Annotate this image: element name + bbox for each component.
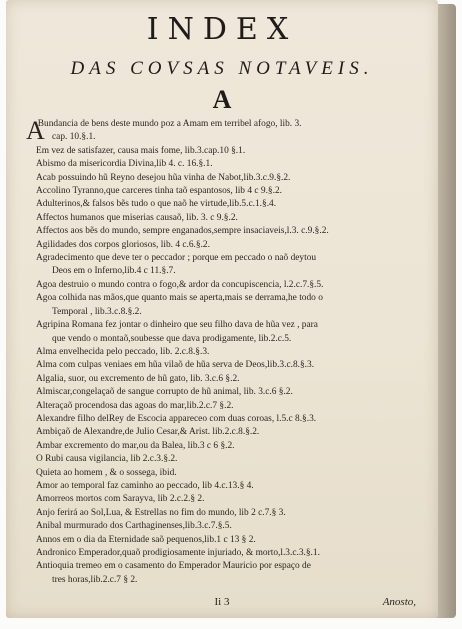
index-entry (36, 346, 416, 359)
index-entry (36, 185, 416, 198)
index-entry (36, 198, 416, 211)
index-entry (36, 225, 416, 238)
index-entry (36, 252, 416, 279)
index-entry (36, 292, 416, 319)
entry-continuation: Temporal , lib.3.c.8.§.2. (52, 306, 142, 317)
signature-mark: Ii 3 (214, 596, 230, 608)
entry-text: Abismo da misericordia Divina,lib 4. c. 16.§.1. (36, 159, 213, 170)
entry-text: Agoa destruio o mundo contra o fogo,& ardor da concupiscencia, l.2.c.7.§.5. (36, 279, 324, 290)
index-entry (36, 467, 416, 480)
entry-continuation: tres horas,lib.2.c.7 § 2. (52, 574, 138, 585)
index-entries (26, 116, 416, 587)
index-entry (36, 212, 416, 225)
entry-text: Alma envelhecida pelo peccado, lib. 2.c.8.§.3. (36, 346, 210, 357)
entry-text: Amor ao temporal faz caminho ao peccado, lib 4.c.13.§ 4. (36, 480, 254, 491)
entry-text: Quieta ao homem , & o sossega, ibid. (36, 467, 177, 478)
page-title: INDEX (146, 12, 298, 47)
entry-continuation: cap. 10.§.1. (52, 132, 96, 143)
entry-text: Ambar excremento do mar,ou da Balea, lib.3 c 6 §.2. (36, 440, 235, 451)
index-entry (36, 560, 416, 587)
entry-continuation: que vendo o montaõ,soubesse que dava prodigamente, lib.2.c.5. (52, 333, 292, 344)
index-entry (36, 172, 416, 185)
index-entry (36, 507, 416, 520)
index-entry (36, 426, 416, 439)
entry-text: Alexandre filho delRey de Escocia appareceo com duas coroas, l.5.c 8.§.3. (36, 413, 317, 424)
index-entry (36, 145, 416, 158)
index-entry (36, 520, 416, 533)
index-entry (26, 116, 416, 145)
index-entry (36, 359, 416, 372)
index-entry (36, 400, 416, 413)
entry-text: Almiscar,congelaçaõ de sangue corrupto de hũ animal, lib. 3.c.6 §.2. (36, 387, 293, 398)
index-entry (36, 413, 416, 426)
entry-text: Agilidades dos corpos gloriosos, lib. 4 c.6.§.2. (36, 239, 210, 250)
entry-text: Agradecimento que deve ter o peccador ; porque em peccado o naõ deytou (36, 253, 317, 264)
index-entry (36, 453, 416, 466)
page-subtitle: DAS COVSAS NOTAVEIS. (70, 58, 374, 79)
index-entry (36, 493, 416, 506)
index-entry (36, 440, 416, 453)
index-entry (36, 480, 416, 493)
entry-text: Algalia, suor, ou excremento de hũ gato, lib. 3.c.6 §.2. (36, 373, 240, 384)
entry-text: Accolino Tyranno,que carceres tinha taõ espantosos, lib 4 c 9.§.2. (36, 186, 282, 197)
index-entry (36, 534, 416, 547)
index-entry (36, 279, 416, 292)
entry-text: Amorreos mortos com Sarayva, lib 2.c.2.§ 2. (36, 494, 205, 505)
section-letter: A (212, 85, 232, 114)
index-entry (36, 239, 416, 252)
entry-text: Acab possuindo hũ Reyno desejou hũa vinha de Nabot,lib.3.c.9.§.2. (36, 172, 291, 183)
entry-text: Ambiçaõ de Alexandre,de Julio Cesar,& Arist. lib.2.c.8.§.2. (36, 427, 260, 438)
entry-text: Adulterinos,& falsos bẽs tudo o que naõ he virtude,lib.5.c.1.§.4. (36, 199, 277, 210)
book-page (6, 0, 438, 618)
entry-text: Antioquia tremeo em o casamento do Emperador Mauricio por espaço de (36, 561, 311, 572)
index-entry (36, 158, 416, 171)
entry-text: Alma com culpas veniaes em hũa vilaõ de hũa serva de Deos,lib.3.c.8.§.3. (36, 360, 315, 371)
catchword: Anosto, (382, 596, 416, 608)
index-entry (36, 373, 416, 386)
index-entry (36, 386, 416, 399)
index-entry (36, 547, 416, 560)
entry-text: O Rubi causa vigilancia, lib 2.c.3.§.2. (36, 454, 178, 465)
entry-text: Agoa colhida nas mãos,que quanto mais se aperta,mais se derrama,he todo o (36, 293, 323, 304)
entry-text: Bundancia de bens deste mundo poz a Amam em terribel afogo, lib. 3. (37, 119, 302, 129)
entry-text: Alteraçaõ procendosa das agoas do mar,lib.2.c.7 §.2. (36, 400, 234, 411)
entry-text: Affectos humanos que miserias causaõ, lib. 3. c 9.§.2. (36, 212, 238, 223)
entry-text: Annos em o dia da Eternidade saõ pequenos,lib.1 c 13 § 2. (36, 534, 256, 545)
entry-text: Anibal murmurado dos Carthaginenses,lib.3.c.7.§.5. (36, 521, 232, 532)
entry-text: Affectos aos bẽs do mundo, sempre enganados,sempre insaciaveis,l.3. c.9.§.2. (36, 226, 329, 237)
entry-continuation: Deos em o Inferno,lib.4 c 11.§.7. (52, 266, 176, 277)
entry-text: Agripina Romana fez jontar o dinheiro que seu filho dava de hũa vez , para (36, 320, 318, 331)
entry-text: Anjo ferirá ao Sol,Lua, & Estrellas no fim do mundo, lib 2 c.7.§ 3. (36, 507, 286, 518)
entry-text: Andronico Emperador,quaõ prodigiosamente injuriado, & morto,l.3.c.3.§.1. (36, 548, 320, 558)
entry-text: Em vez de satisfazer, causa mais fome, lib.3.cap.10 §.1. (36, 145, 246, 156)
index-entry (36, 319, 416, 346)
drop-cap-letter: A (26, 116, 45, 145)
